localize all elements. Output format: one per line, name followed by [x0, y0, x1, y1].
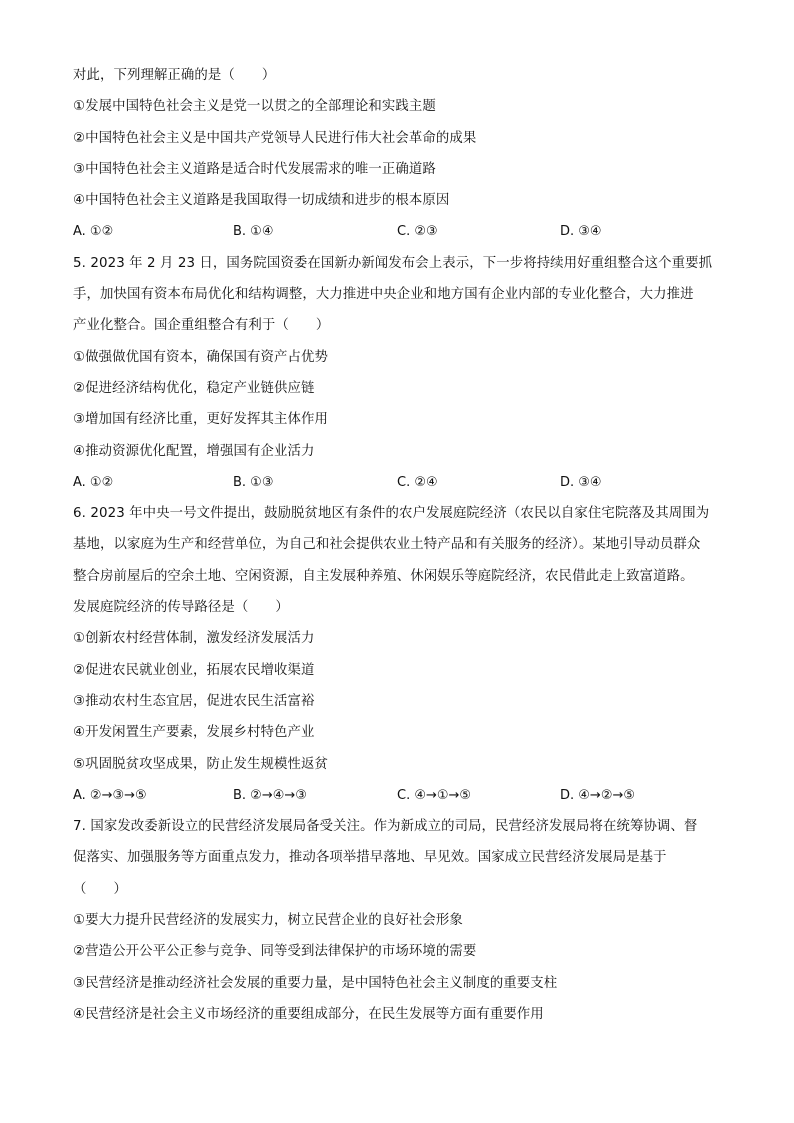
- option-d: D. ④→②→⑤: [560, 787, 636, 803]
- statement-item: ①要大力提升民营经济的发展实力，树立民营企业的良好社会形象: [73, 913, 463, 929]
- statement-item: ③中国特色社会主义道路是适合时代发展需求的唯一正确道路: [73, 161, 436, 177]
- option-a: A. ②→③→⑤: [73, 787, 147, 803]
- option-c: C. ②③: [397, 224, 438, 240]
- statement-item: ③增加国有经济比重，更好发挥其主体作用: [73, 412, 328, 428]
- question-stem: 对此，下列理解正确的是（ ）: [73, 68, 276, 83]
- statement-item: ②中国特色社会主义是中国共产党领导人民进行伟大社会革命的成果: [73, 130, 477, 146]
- option-d: D. ③④: [560, 224, 602, 240]
- question-stem: （ ）: [73, 881, 127, 897]
- question-stem: 整合房前屋后的空余土地、空闲资源，自主发展种养殖、休闲娱乐等庭院经济，农民借此走上致富道路。: [73, 568, 694, 584]
- statement-item: ①做强做优国有资本，确保国有资产占优势: [73, 349, 328, 365]
- exam-page: [73, 60, 733, 1030]
- option-b: B. ②→④→③: [233, 787, 307, 803]
- question-4: [73, 60, 733, 248]
- statement-item: ①发展中国特色社会主义是党一以贯之的全部理论和实践主题: [73, 99, 436, 115]
- statement-item: ③民营经济是推动经济社会发展的重要力量，是中国特色社会主义制度的重要支柱: [73, 975, 558, 991]
- statement-item: ⑤巩固脱贫攻坚成果，防止发生规模性返贫: [73, 756, 328, 772]
- question-stem: 促落实、加强服务等方面重点发力，推动各项举措早落地、早见效。国家成立民营经济发展局是基于: [73, 850, 667, 866]
- question-stem: 发展庭院经济的传导路径是（ ）: [73, 600, 289, 616]
- option-d: D. ③④: [560, 474, 602, 490]
- question-stem: 手，加快国有资本布局优化和结构调整，大力推进中央企业和地方国有企业内部的专业化整合，大力推进: [73, 287, 694, 303]
- statement-item: ②营造公开公平公正参与竞争、同等受到法律保护的市场环境的需要: [73, 944, 477, 960]
- answer-options: [73, 467, 733, 498]
- question-7: [73, 811, 733, 1030]
- statement-item: ②促进农民就业创业，拓展农民增收渠道: [73, 662, 315, 678]
- statement-item: ①创新农村经营体制，激发经济发展活力: [73, 631, 315, 647]
- question-stem: 基地，以家庭为生产和经营单位，为自己和社会提供农业土特产品和有关服务的经济）。某地引导动员群众: [73, 537, 701, 553]
- answer-options: [73, 780, 733, 811]
- option-c: C. ④→①→⑤: [397, 787, 472, 803]
- statement-item: ④开发闲置生产要素，发展乡村特色产业: [73, 725, 315, 741]
- statement-item: ③推动农村生态宜居，促进农民生活富裕: [73, 693, 315, 709]
- question-5: [73, 248, 733, 498]
- option-a: A. ①②: [73, 474, 114, 490]
- statement-item: ④民营经济是社会主义市场经济的重要组成部分，在民生发展等方面有重要作用: [73, 1006, 544, 1022]
- answer-options: [73, 216, 733, 247]
- statement-item: ④推动资源优化配置，增强国有企业活力: [73, 443, 315, 459]
- option-a: A. ①②: [73, 224, 114, 240]
- option-b: B. ①④: [233, 224, 274, 240]
- question-stem: 5. 2023 年 2 月 23 日，国务院国资委在国新办新闻发布会上表示，下一步将持续用好重组整合这个重要抓: [73, 255, 713, 271]
- question-stem: 6. 2023 年中央一号文件提出，鼓励脱贫地区有条件的农户发展庭院经济（农民以自家住宅院落及其周围为: [73, 506, 710, 522]
- option-c: C. ②④: [397, 474, 438, 490]
- question-stem: 7. 国家发改委新设立的民营经济发展局备受关注。作为新成立的司局，民营经济发展局将在统筹协调、督: [73, 819, 698, 835]
- question-6: [73, 498, 733, 811]
- question-stem: 产业化整合。国企重组整合有利于（ ）: [73, 318, 330, 334]
- statement-item: ②促进经济结构优化，稳定产业链供应链: [73, 380, 315, 396]
- statement-item: ④中国特色社会主义道路是我国取得一切成绩和进步的根本原因: [73, 193, 450, 209]
- option-b: B. ①③: [233, 474, 274, 490]
